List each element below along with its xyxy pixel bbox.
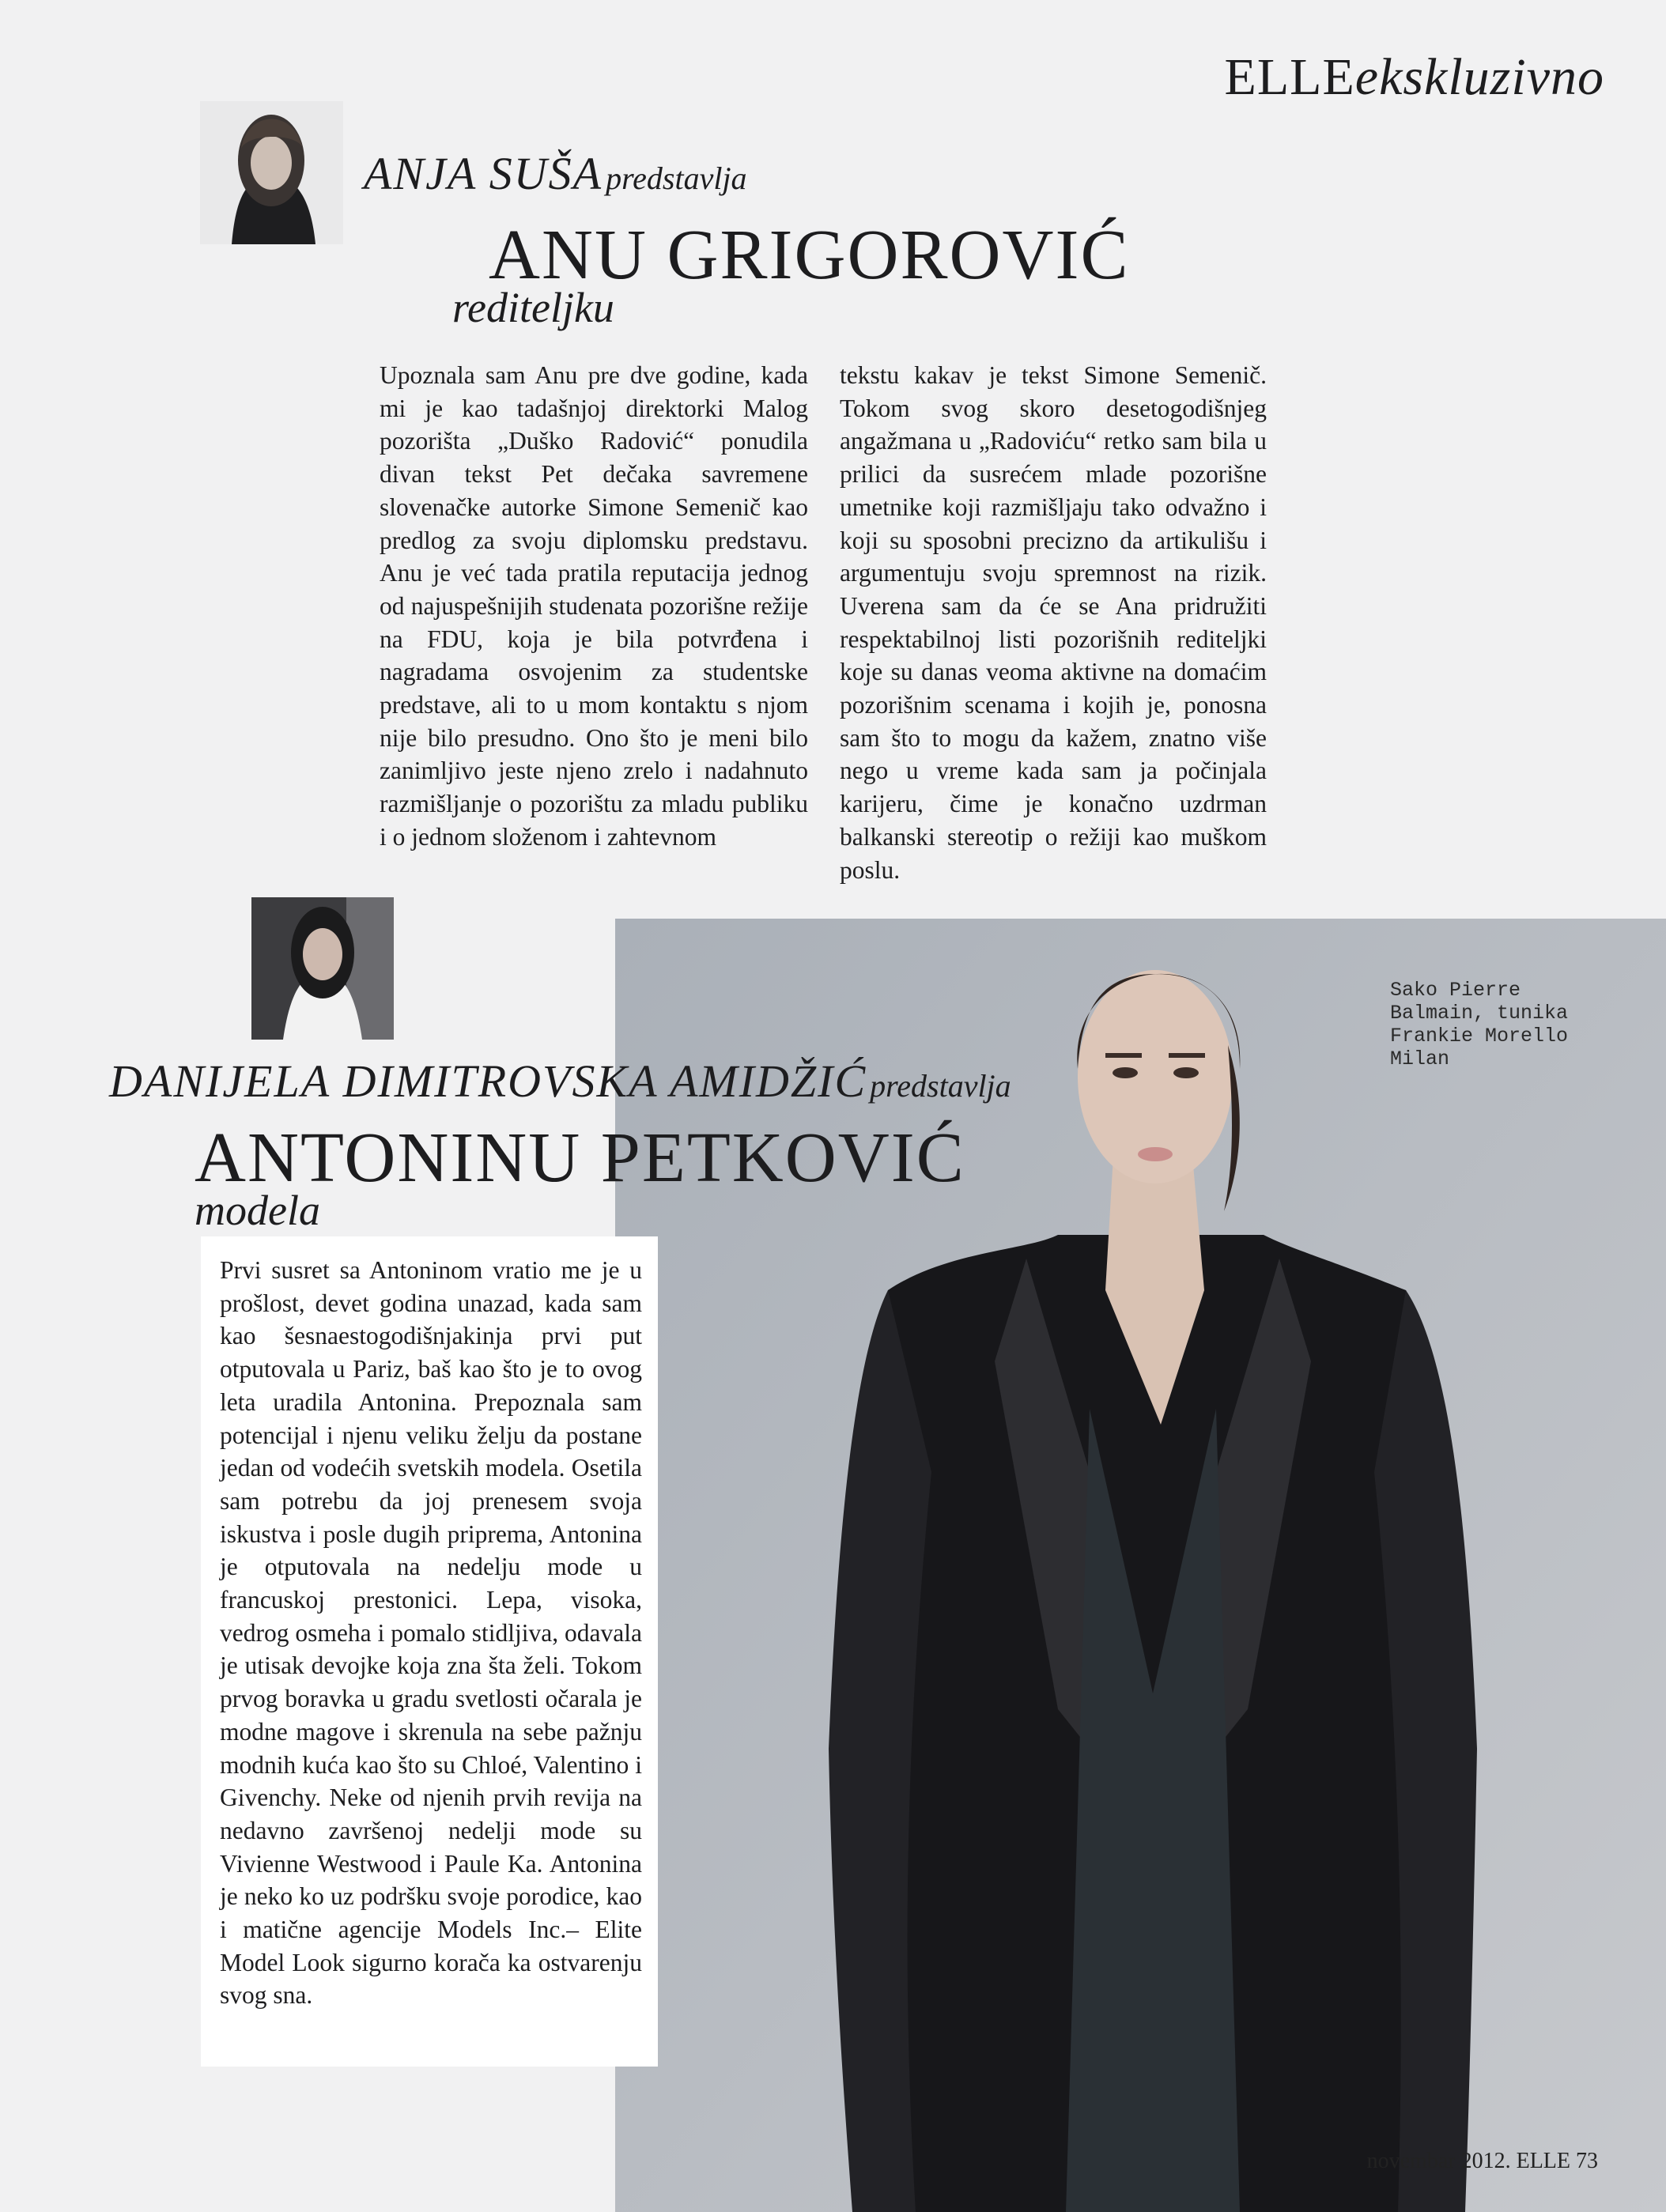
- presenter-verb: predstavlja: [870, 1068, 1011, 1104]
- presenter-verb: predstavlja: [606, 160, 747, 196]
- caption-line: Milan: [1390, 1047, 1450, 1070]
- photo-caption: [1390, 979, 1568, 1070]
- brand-logo: ELLE: [1224, 48, 1355, 106]
- headline-role: rediteljku: [452, 284, 614, 331]
- fashion-photo: [615, 919, 1666, 2212]
- caption-line: Balmain, tunika: [1390, 1002, 1569, 1025]
- article-column-2: [840, 359, 1267, 886]
- caption-line: Frankie Morello: [1390, 1025, 1569, 1047]
- article-paragraph: Upoznala sam Anu pre dve godine, kada mi je kao tadašnjoj direktorki Malog pozorišta „Duško Radović“ ponudila divan tekst Pet dečaka savremene slovenačke autorke Simone Semenič kao predlog za svoju diplomsku predstavu. Anu je već tada pratila reputacija jednog od najuspešnijih studenata pozorišne režije na FDU, koja je bila potvrđena i nagradama osvojenim za studentske predstave, ali to u mom kontaktu s njom nije bilo presudno. Ono što je meni bilo zanimljivo jeste njeno zrelo i nadahnuto razmišljanje o pozorištu za mladu publiku i o jednom složenom i zahtevnom: [380, 361, 808, 851]
- caption-line: Sako Pierre: [1390, 979, 1521, 1002]
- headline-role: modela: [195, 1187, 320, 1234]
- presenter-name: DANIJELA DIMITROVSKA AMIDŽIĆ: [109, 1055, 867, 1107]
- article-paragraph: tekstu kakav je tekst Simone Semenič. Tokom svog skoro desetogodišnjeg angažmana u „Radoviću“ retko sam bila u prilici da susrećem mlade pozorišne umetnike koji razmišljaju tako odvažno i koji su sposobni precizno da artikulišu i argumentuju svoju spremnost na rizik. Uverena sam da će se Ana pridružiti respektabilnoj listi pozorišnih rediteljki koje su danas veoma aktivne na domaćim pozorišnim scenama i kojih je, ponosna sam što to mogu da kažem, znatno više nego u vreme kada sam ja počinjala karijeru, čime je konačno uzdrman balkanski stereotip o režiji kao muškom poslu.: [840, 361, 1267, 884]
- article-column-3: [220, 1254, 642, 2012]
- headline-title: ANTONINU PETKOVIĆ: [195, 1119, 965, 1197]
- presenter-line-2: [109, 1055, 1011, 1108]
- presenter-portrait-anja: [200, 101, 343, 244]
- presenter-portrait-danijela: [251, 897, 394, 1040]
- article-paragraph: Prvi susret sa Antoninom vratio me je u prošlost, devet godina unazad, kada sam kao šesnaestogodišnjakinja prvi put otputovala u Pariz, baš kao što je to ovog leta uradila Antonina. Prepoznala sam potencijal i njenu veliku želju da postane jedan od vodećih svetskih modela. Osetila sam potrebu da joj prenesem svoja iskustva i posle dugih priprema, Antonina je otputovala na nedelju mode u francuskoj prestonici. Lepa, visoka, vedrog osmeha i pomalo stidljiva, odavala je utisak devojke koja zna šta želi. Tokom prvog boravka u gradu svetlosti očarala je modne magove i skrenula na sebe pažnju modnih kuća kao što su Chloé, Valentino i Givenchy. Neke od njenih prvih revija na nedavno završenoj nedelji mode su Vivienne Westwood i Paule Ka. Antonina je neko ko uz podršku svoje porodice, kao i matične agencije Models Inc.– Elite Model Look sigurno korača ka ostvarenju svog sna.: [220, 1256, 642, 2010]
- section-header: [1225, 47, 1604, 108]
- presenter-line-1: [364, 147, 747, 200]
- presenter-name: ANJA SUŠA: [364, 148, 603, 199]
- page-footer: novembar 2012. ELLE 73: [1366, 2149, 1598, 2173]
- model-photo-image: [615, 919, 1666, 2212]
- section-label: ekskluzivno: [1354, 48, 1604, 106]
- article-column-1: [380, 359, 808, 854]
- headline-title: ANU GRIGOROVIĆ: [489, 216, 1130, 294]
- portrait-image: [200, 101, 343, 244]
- portrait-image: [251, 897, 394, 1040]
